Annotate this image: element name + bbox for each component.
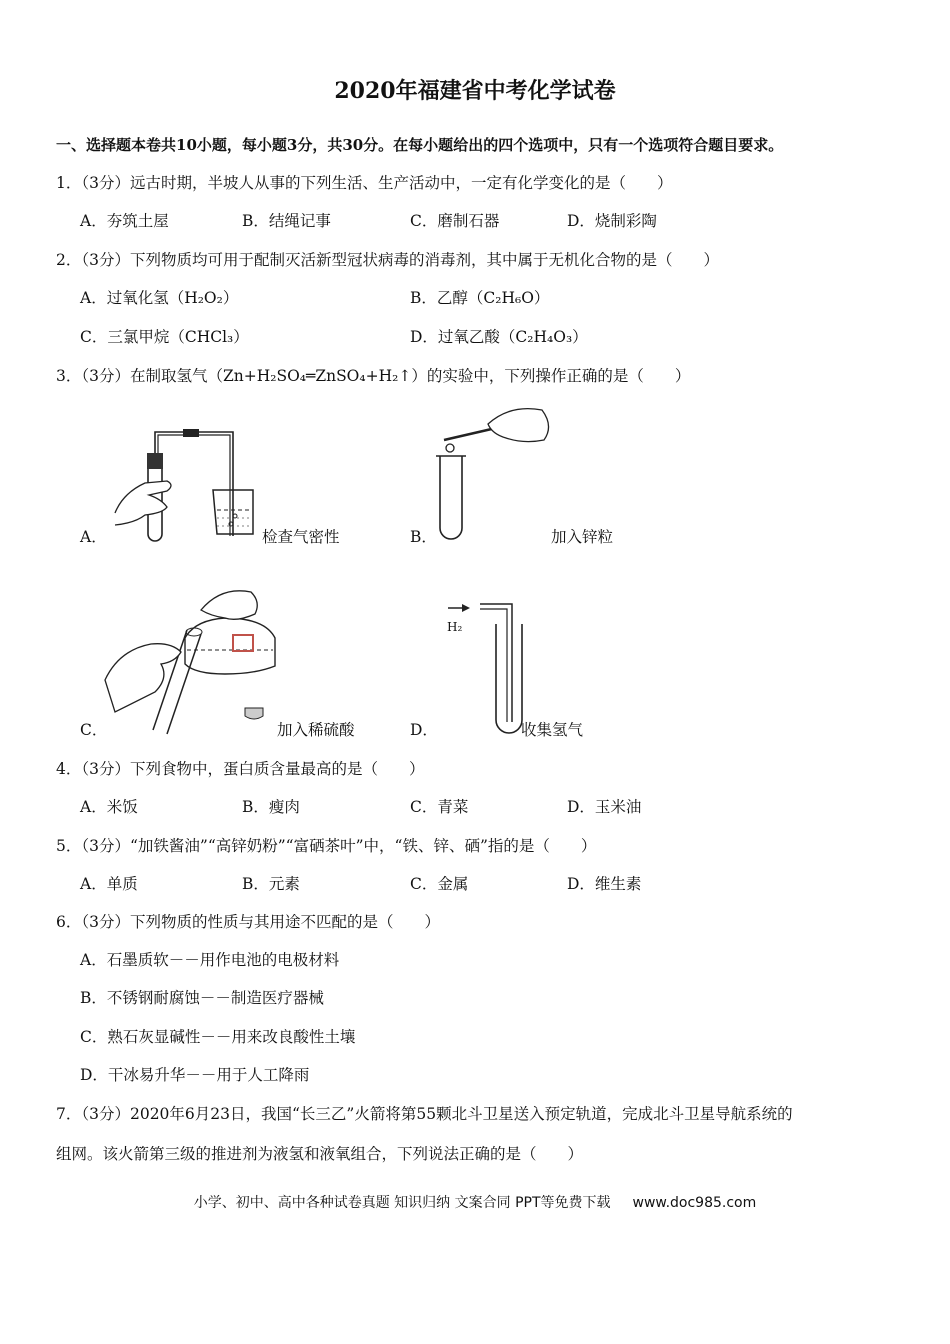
q3-option-d[interactable]: D． [410,721,438,739]
section-heading: 一、选择题本卷共10小题，每小题3分，共30分。在每小题给出的四个选项中，只有一个选项符合题目要求。 [56,136,784,154]
footer-text: 小学、初中、高中各种试卷真题 知识归纳 文案合同 PPT等免费下载 [193,1195,611,1211]
question-6-stem: 6．（3分）下列物质的性质与其用途不匹配的是（ ） [56,913,440,931]
footer [0,1192,950,1212]
h2-label: H₂ [447,620,463,634]
q3-caption-b: 加入锌粒 [551,528,614,546]
q3-option-c[interactable]: C． [80,721,108,739]
figure-c-add-acid [105,580,280,740]
q2-option-b[interactable]: B．乙醇（C₂H₆O） [410,289,550,307]
q5-option-c[interactable]: C．金属 [410,875,469,893]
q2-option-c[interactable]: C．三氯甲烷（CHCl₃） [80,328,249,346]
q5-option-d[interactable]: D．维生素 [567,875,642,893]
q1-option-d[interactable]: D．烧制彩陶 [567,212,657,230]
q1-option-a[interactable]: A．夯筑土屋 [80,212,169,230]
q6-option-b[interactable]: B．不锈钢耐腐蚀－－制造医疗器械 [80,989,324,1007]
q6-option-a[interactable]: A．石墨质软－－用作电池的电极材料 [80,951,340,969]
footer-url[interactable]: www.doc985.com [632,1195,757,1211]
figure-d-collect-h2 [440,598,530,738]
q3-caption-a: 检查气密性 [262,528,340,546]
question-4-stem: 4．（3分）下列食物中，蛋白质含量最高的是（ ） [56,760,425,778]
q3-option-a[interactable]: A． [80,528,107,546]
q4-option-d[interactable]: D．玉米油 [567,798,642,816]
q6-option-d[interactable]: D．干冰易升华－－用于人工降雨 [80,1066,310,1084]
question-7-stem: 7．（3分）2020年6月23日，我国“长三乙”火箭将第55颗北斗卫星送入预定轨道，完成北斗卫星导航系统的 [56,1105,793,1123]
q3-caption-d: 收集氢气 [521,721,584,739]
question-3-stem: 3．（3分）在制取氢气（Zn+H₂SO₄═ZnSO₄+H₂↑）的实验中，下列操作正确的是（ ） [56,367,691,385]
q2-option-d[interactable]: D．过氧乙酸（C₂H₄O₃） [410,328,588,346]
q6-option-c[interactable]: C．熟石灰显碱性－－用来改良酸性土壤 [80,1028,356,1046]
q4-option-b[interactable]: B．瘦肉 [242,798,300,816]
question-7-stem-cont: 组网。该火箭第三级的推进剂为液氢和液氧组合，下列说法正确的是（ ） [56,1145,584,1163]
q3-option-b[interactable]: B． [410,528,437,546]
q5-option-b[interactable]: B．元素 [242,875,300,893]
figure-a-airtightness [105,398,275,543]
q1-option-b[interactable]: B．结绳记事 [242,212,331,230]
q3-caption-c: 加入稀硫酸 [277,721,355,739]
figure-b-add-zinc [430,398,560,543]
q5-option-a[interactable]: A．单质 [80,875,138,893]
question-2-stem: 2．（3分）下列物质均可用于配制灭活新型冠状病毒的消毒剂，其中属于无机化合物的是（ ） [56,251,719,269]
question-5-stem: 5．（3分）“加铁酱油”“高锌奶粉”“富硒茶叶”中，“铁、锌、硒”指的是（ ） [56,837,597,855]
q4-option-a[interactable]: A．米饭 [80,798,138,816]
q4-option-c[interactable]: C．青菜 [410,798,469,816]
question-1-stem: 1．（3分）远古时期，半坡人从事的下列生活、生产活动中，一定有化学变化的是（ ） [56,174,673,192]
q2-option-a[interactable]: A．过氧化氢（H₂O₂） [80,289,239,307]
page-title: 2020年福建省中考化学试卷 [334,78,616,104]
q1-option-c[interactable]: C．磨制石器 [410,212,500,230]
